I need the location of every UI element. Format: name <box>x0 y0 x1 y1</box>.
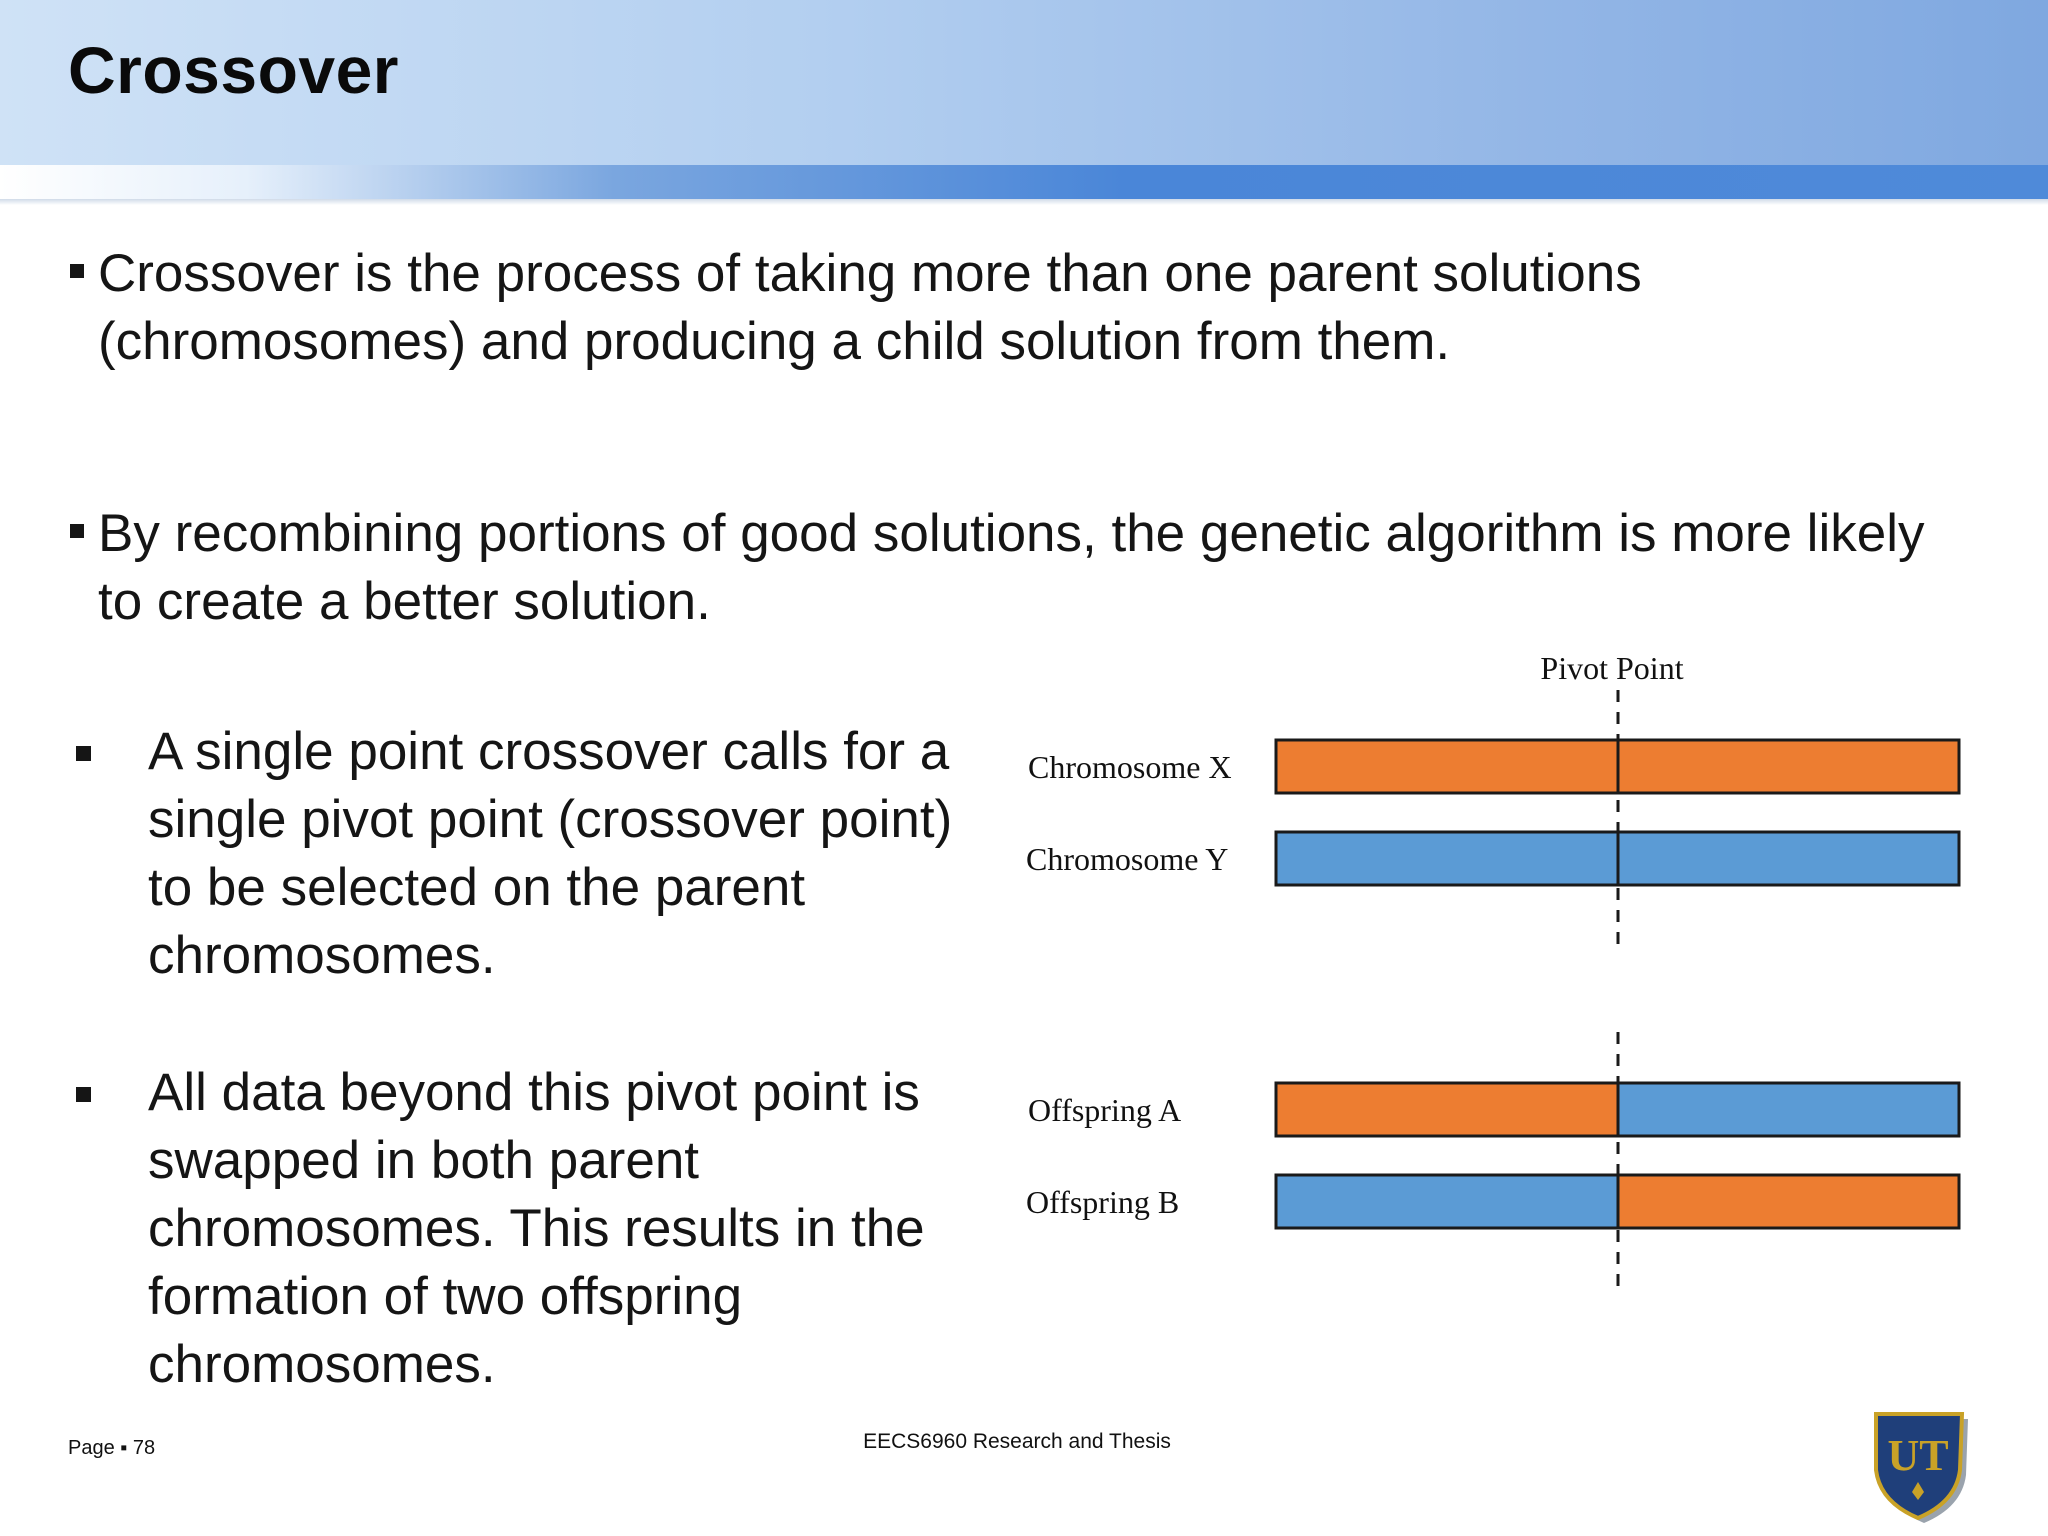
slide-title: Crossover <box>68 33 399 107</box>
bullet-marker <box>76 1087 91 1102</box>
ut-shield-logo <box>1868 1408 1972 1524</box>
chromosome-x-left-segment <box>1276 740 1618 793</box>
chromosome-x-right-segment <box>1618 740 1959 793</box>
bullet-marker <box>70 524 84 538</box>
row-label-chromosome-x: Chromosome X <box>1028 749 1232 785</box>
course-name: EECS6960 Research and Thesis <box>863 1430 1171 1453</box>
bullet-text: A single point crossover calls for a single pivot point (crossover point) to be selected on the parent chromosomes. <box>148 722 953 985</box>
bullet-recombining <box>70 500 1950 636</box>
bullet-single-point <box>76 718 956 990</box>
bullet-swap-data <box>76 1059 956 1399</box>
header-band <box>0 165 2048 199</box>
row-label-chromosome-y: Chromosome Y <box>1026 841 1229 877</box>
bullet-marker <box>70 264 84 278</box>
offspring-a-left-segment <box>1276 1083 1618 1136</box>
bullet-text: All data beyond this pivot point is swapped in both parent chromosomes. This results in the formation of two offspring chromosomes. <box>148 1063 925 1394</box>
header-shadow <box>0 199 2048 205</box>
logo-text: UT <box>1887 1431 1949 1480</box>
bullet-crossover-definition <box>70 240 1950 376</box>
offspring-b-left-segment <box>1276 1175 1618 1228</box>
bullet-marker <box>76 746 91 761</box>
offspring-a-right-segment <box>1618 1083 1959 1136</box>
offspring-b-right-segment <box>1618 1175 1959 1228</box>
chromosome-y-left-segment <box>1276 832 1618 885</box>
row-label-offspring-a: Offspring A <box>1028 1092 1182 1128</box>
crossover-diagram <box>1000 640 1980 1320</box>
row-label-offspring-b: Offspring B <box>1026 1184 1180 1220</box>
bullet-text: Crossover is the process of taking more than one parent solutions (chromosomes) and producing a child solution from them. <box>98 244 1642 371</box>
chromosome-y-right-segment <box>1618 832 1959 885</box>
bullet-text: By recombining portions of good solutions, the genetic algorithm is more likely to create a better solution. <box>98 504 1925 631</box>
page-number: Page ▪ 78 <box>68 1437 156 1459</box>
pivot-point-label: Pivot Point <box>1540 650 1684 686</box>
